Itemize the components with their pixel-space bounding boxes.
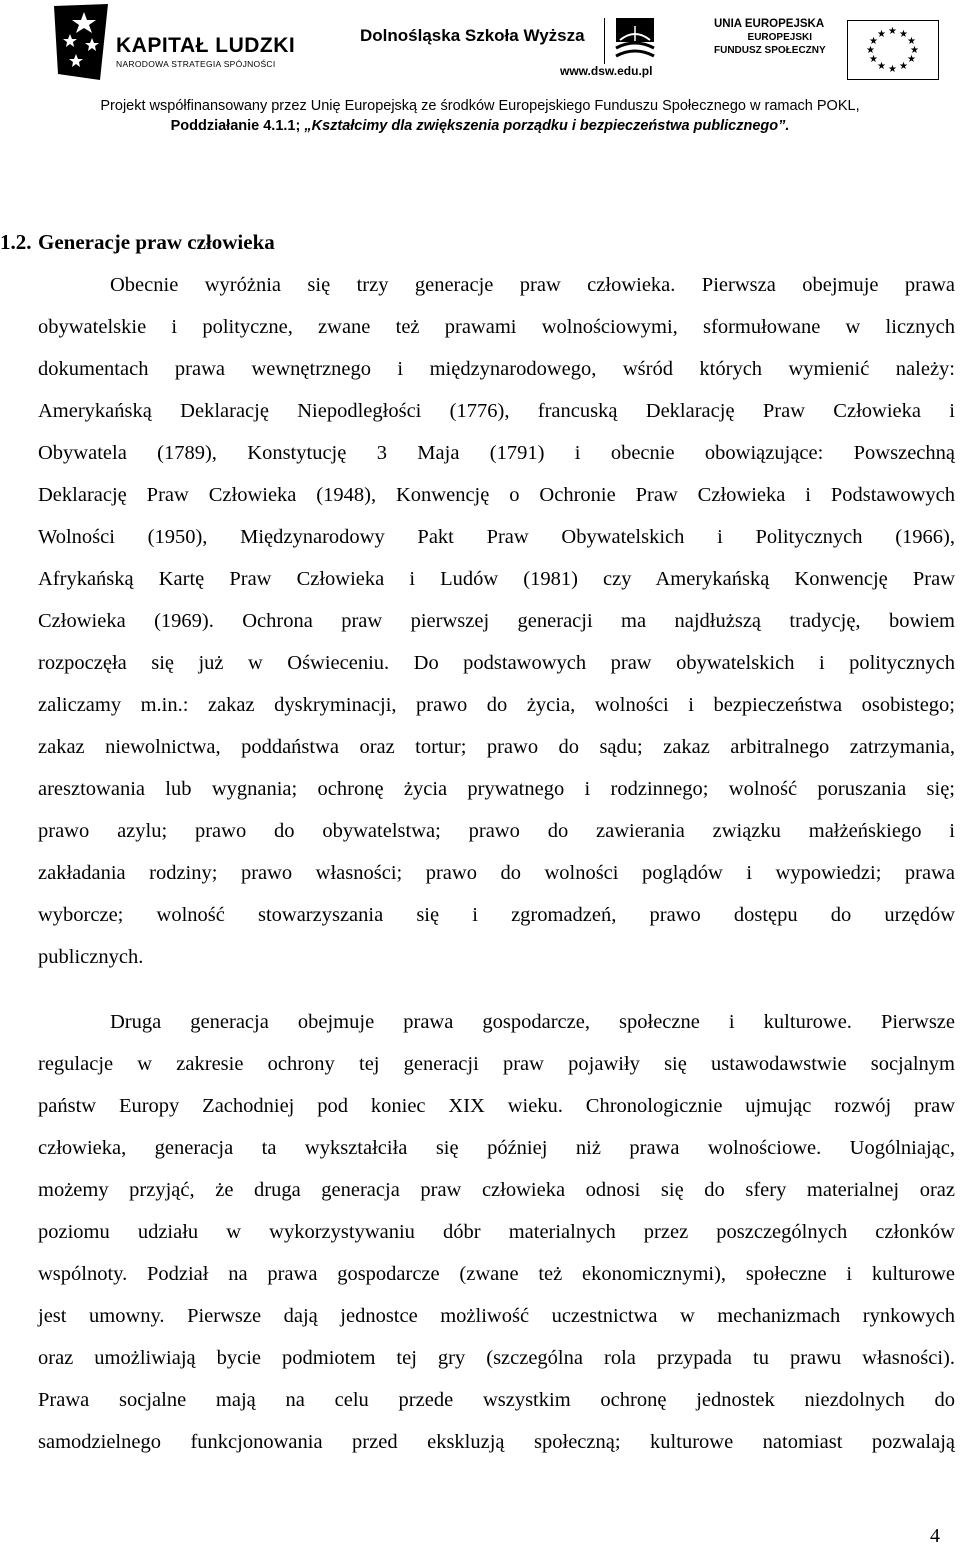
text-line: zakaz niewolnictwa, poddaństwa oraz tortur; prawo do sądu; zakaz arbitralnego zatrzymania, — [38, 736, 955, 758]
text-line: możemy przyjąć, że druga generacja praw człowieka odnosi się do sfery materialnej oraz — [38, 1179, 955, 1201]
text-line: Wolności (1950), Międzynarodowy Pakt Praw Obywatelskich i Politycznych (1966), — [38, 526, 955, 548]
svg-text:★: ★ — [888, 26, 897, 37]
eu-logo — [714, 18, 944, 82]
project-info-line-2 — [0, 116, 960, 136]
text-line: zakładania rodziny; prawo własności; prawo do wolności poglądów i wypowiedzi; prawa — [38, 862, 955, 884]
text-line: Obecnie wyróżnia się trzy generacje praw człowieka. Pierwsza obejmuje prawa — [110, 274, 955, 296]
text-line: państw Europy Zachodniej pod koniec XIX wieku. Chronologicznie ujmując rozwój praw — [38, 1095, 955, 1117]
project-info-line-1: Projekt współfinansowany przez Unię Europejską ze środków Europejskiego Funduszu Społecznego w ramach POKL, — [100, 98, 860, 114]
svg-text:★: ★ — [869, 54, 878, 65]
text-line: rozpoczęła się już w Oświeceniu. Do podstawowych praw obywatelskich i politycznych — [38, 652, 955, 674]
svg-text:★: ★ — [888, 64, 897, 75]
text-line: poziomu udziału w wykorzystywaniu dóbr materialnych przez poszczególnych członków — [38, 1221, 955, 1243]
text-line: publicznych. — [38, 946, 144, 968]
text-line: oraz umożliwiają bycie podmiotem tej gry (szczególna rola przypada tu prawu własności). — [38, 1347, 955, 1369]
svg-text:★: ★ — [907, 54, 916, 65]
text-line: wyborcze; wolność stowarzyszania się i zgromadzeń, prawo dostępu do urzędów — [38, 904, 955, 926]
project-info-subaction: Poddziałanie 4.1.1; — [170, 118, 305, 134]
text-line: dokumentach prawa wewnętrznego i międzynarodowego, wśród których wymienić należy: — [38, 358, 955, 380]
eu-line-2: EUROPEJSKI — [747, 32, 812, 43]
project-info — [0, 96, 960, 136]
text-line: wspólnoty. Podział na prawa gospodarcze (zwane też ekonomicznymi), społeczne i kulturowe — [38, 1263, 955, 1285]
project-info-title: „Kształcimy dla zwiększenia porządku i bezpieczeństwa publicznego”. — [304, 118, 790, 134]
dsw-name: Dolnośląska Szkoła Wyższa — [360, 26, 585, 45]
svg-text:★: ★ — [899, 61, 908, 72]
header-logos — [0, 0, 960, 92]
text-line: Amerykańską Deklarację Niepodległości (1776), francuską Deklarację Praw Człowieka i — [38, 400, 955, 422]
svg-text:★: ★ — [877, 61, 886, 72]
svg-text:★: ★ — [910, 45, 919, 56]
page-number: 4 — [930, 1525, 940, 1547]
text-line: obywatelskie i polityczne, zwane też prawami wolnościowymi, sformułowane w licznych — [38, 316, 955, 338]
svg-text:★: ★ — [866, 45, 875, 56]
text-line: regulacje w zakresie ochrony tej generacji praw pojawiły się ustawodawstwie socjalnym — [38, 1053, 955, 1075]
eu-flag-icon — [847, 20, 939, 80]
text-line: prawo azylu; prawo do obywatelstwa; prawo do zawierania związku małżeńskiego i — [38, 820, 955, 842]
kapital-ludzki-title: KAPITAŁ LUDZKI — [116, 34, 296, 57]
text-line: Obywatela (1789), Konstytucję 3 Maja (1791) i obecnie obowiązujące: Powszechną — [38, 442, 955, 464]
section-number: 1.2. — [0, 230, 32, 254]
text-line: jest umowny. Pierwsze dają jednostce możliwość uczestnictwa w mechanizmach rynkowych — [38, 1305, 955, 1327]
text-line: Człowieka (1969). Ochrona praw pierwszej generacji ma najdłuższą tradycję, bowiem — [38, 610, 955, 632]
text-line: Prawa socjalne mają na celu przede wszystkim ochronę jednostek niezdolnych do — [38, 1389, 955, 1411]
svg-text:★: ★ — [907, 36, 916, 47]
eu-line-3: FUNDUSZ SPOŁECZNY — [714, 45, 826, 56]
text-line: człowieka, generacja ta wykształciła się później niż prawa wolnościowe. Uogólniając, — [38, 1137, 955, 1159]
dsw-book-icon — [612, 14, 658, 62]
paragraph-first-generation — [38, 264, 955, 978]
svg-text:★: ★ — [869, 36, 878, 47]
text-line: Druga generacja obejmuje prawa gospodarcze, społeczne i kulturowe. Pierwsze — [110, 1011, 955, 1033]
svg-text:★: ★ — [877, 29, 886, 40]
dsw-logo — [360, 10, 670, 82]
text-line: Deklarację Praw Człowieka (1948), Konwencję o Ochronie Praw Człowieka i Podstawowych — [38, 484, 955, 506]
text-line: aresztowania lub wygnania; ochronę życia prywatnego i rodzinnego; wolność poruszania się; — [38, 778, 955, 800]
eu-line-1: UNIA EUROPEJSKA — [714, 18, 825, 30]
paragraph-second-generation — [38, 1001, 955, 1463]
text-line: zaliczamy m.in.: zakaz dyskryminacji, prawo do życia, wolności i bezpieczeństwa osobistego; — [38, 694, 955, 716]
text-line: samodzielnego funkcjonowania przed ekskluzją społeczną; kulturowe natomiast pozwalają — [38, 1431, 955, 1453]
section-heading — [0, 230, 275, 255]
eu-text — [714, 18, 826, 57]
section-title: Generacje praw człowieka — [38, 230, 275, 254]
svg-text:★: ★ — [899, 29, 908, 40]
dsw-separator — [604, 18, 605, 64]
dsw-url: www.dsw.edu.pl — [560, 64, 653, 78]
kapital-ludzki-subtitle: NARODOWA STRATEGIA SPÓJNOŚCI — [116, 59, 276, 69]
kapital-ludzki-logo — [54, 4, 304, 80]
kapital-ludzki-emblem-icon — [54, 4, 114, 80]
text-line: Afrykańską Kartę Praw Człowieka i Ludów (1981) czy Amerykańską Konwencję Praw — [38, 568, 955, 590]
